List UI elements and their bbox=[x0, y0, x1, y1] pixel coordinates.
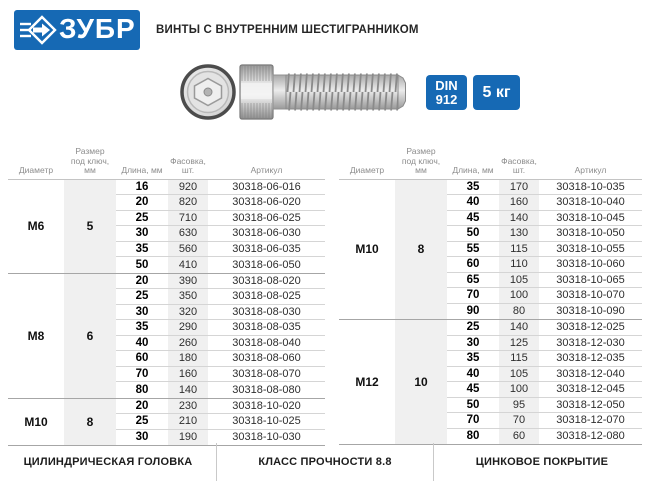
spec-tables bbox=[8, 145, 642, 446]
table-row bbox=[447, 336, 642, 352]
pack-cell: 410 bbox=[168, 257, 208, 273]
footer-features bbox=[0, 443, 650, 481]
length-cell: 16 bbox=[135, 180, 149, 193]
brand-name: ЗУБР bbox=[59, 13, 136, 44]
sku-cell: 30318-06-025 bbox=[232, 211, 301, 224]
weight-badge: 5 кг bbox=[473, 75, 520, 110]
length-cell: 50 bbox=[466, 398, 480, 411]
col-header-key-size-line2: под ключ, мм bbox=[70, 155, 110, 175]
length-cell: 25 bbox=[466, 321, 480, 334]
group-rows bbox=[447, 180, 642, 320]
length-cell: 25 bbox=[135, 290, 149, 303]
pack-cell: 820 bbox=[168, 195, 208, 210]
table-row bbox=[116, 274, 325, 290]
length-cell: 45 bbox=[466, 383, 480, 396]
sku-cell: 30318-10-090 bbox=[556, 305, 625, 318]
table-row bbox=[116, 242, 325, 258]
col-header-diameter: Диаметр bbox=[349, 165, 385, 175]
sku-cell: 30318-10-030 bbox=[232, 431, 301, 444]
pack-cell: 115 bbox=[499, 351, 539, 366]
length-cell: 65 bbox=[466, 273, 480, 286]
pack-cell: 210 bbox=[168, 414, 208, 429]
pack-cell: 100 bbox=[499, 382, 539, 397]
sku-cell: 30318-10-045 bbox=[556, 211, 625, 224]
group-diameter: М10 bbox=[24, 414, 48, 429]
table-row bbox=[116, 195, 325, 211]
table-row bbox=[447, 320, 642, 336]
pack-cell: 320 bbox=[168, 305, 208, 320]
col-header-pack: Фасовка, шт. bbox=[170, 155, 206, 175]
pack-cell: 110 bbox=[499, 257, 539, 272]
col-header-key-size-line2: под ключ, мм bbox=[401, 155, 441, 175]
screw-illustration bbox=[172, 52, 412, 142]
length-cell: 30 bbox=[135, 431, 149, 444]
sku-cell: 30318-12-025 bbox=[556, 321, 625, 334]
table-row bbox=[116, 289, 325, 305]
table-row bbox=[116, 367, 325, 383]
sku-cell: 30318-06-035 bbox=[232, 242, 301, 255]
group-rows bbox=[116, 180, 325, 273]
pack-cell: 350 bbox=[168, 289, 208, 304]
table-row bbox=[116, 336, 325, 352]
diameter-group bbox=[8, 180, 325, 274]
sku-cell: 30318-12-030 bbox=[556, 336, 625, 349]
col-header-sku: Артикул bbox=[574, 165, 607, 175]
col-header-key-size-line1: Размер bbox=[406, 146, 436, 156]
length-cell: 35 bbox=[466, 352, 480, 365]
sku-cell: 30318-10-020 bbox=[232, 399, 301, 412]
group-key-size: 8 bbox=[395, 180, 447, 320]
length-cell: 35 bbox=[466, 180, 480, 193]
pack-cell: 630 bbox=[168, 226, 208, 241]
length-cell: 50 bbox=[466, 227, 480, 240]
length-cell: 60 bbox=[135, 352, 149, 365]
length-cell: 60 bbox=[466, 258, 480, 271]
table-row bbox=[447, 429, 642, 445]
length-cell: 30 bbox=[135, 227, 149, 240]
length-cell: 30 bbox=[135, 305, 149, 318]
table-row bbox=[447, 382, 642, 398]
length-cell: 70 bbox=[466, 414, 480, 427]
diameter-group bbox=[339, 320, 642, 445]
length-cell: 40 bbox=[135, 336, 149, 349]
pack-cell: 60 bbox=[499, 429, 539, 445]
sku-cell: 30318-12-050 bbox=[556, 398, 625, 411]
pack-cell: 190 bbox=[168, 430, 208, 446]
pack-cell: 105 bbox=[499, 273, 539, 288]
sku-cell: 30318-12-070 bbox=[556, 414, 625, 427]
diameter-group bbox=[339, 180, 642, 321]
pack-cell: 140 bbox=[499, 211, 539, 226]
length-cell: 50 bbox=[135, 258, 149, 271]
sku-cell: 30318-10-055 bbox=[556, 242, 625, 255]
table-row bbox=[447, 351, 642, 367]
length-cell: 35 bbox=[135, 242, 149, 255]
length-cell: 70 bbox=[135, 367, 149, 380]
table-row bbox=[447, 195, 642, 211]
pack-cell: 95 bbox=[499, 398, 539, 413]
pack-cell: 160 bbox=[499, 195, 539, 210]
pack-cell: 140 bbox=[499, 320, 539, 335]
table-row bbox=[116, 226, 325, 242]
table-row bbox=[447, 257, 642, 273]
sku-cell: 30318-08-060 bbox=[232, 352, 301, 365]
sku-cell: 30318-10-025 bbox=[232, 415, 301, 428]
group-key-size: 10 bbox=[395, 320, 447, 444]
pack-cell: 710 bbox=[168, 211, 208, 226]
group-diameter: М10 bbox=[355, 242, 379, 257]
pack-cell: 100 bbox=[499, 288, 539, 303]
pack-cell: 160 bbox=[168, 367, 208, 382]
group-rows bbox=[116, 399, 325, 446]
group-rows bbox=[116, 274, 325, 398]
table-row bbox=[447, 273, 642, 289]
din-badge-line1: DIN bbox=[435, 77, 458, 93]
spec-table-left bbox=[8, 145, 325, 446]
sku-cell: 30318-08-035 bbox=[232, 321, 301, 334]
pack-cell: 105 bbox=[499, 367, 539, 382]
pack-cell: 115 bbox=[499, 242, 539, 257]
sku-cell: 30318-10-040 bbox=[556, 196, 625, 209]
length-cell: 20 bbox=[135, 274, 149, 287]
pack-cell: 170 bbox=[499, 180, 539, 195]
sku-cell: 30318-10-060 bbox=[556, 258, 625, 271]
sku-cell: 30318-06-020 bbox=[232, 196, 301, 209]
table-row bbox=[447, 180, 642, 196]
pack-cell: 70 bbox=[499, 413, 539, 428]
pack-cell: 140 bbox=[168, 382, 208, 398]
sku-cell: 30318-12-045 bbox=[556, 383, 625, 396]
sku-cell: 30318-10-050 bbox=[556, 227, 625, 240]
footer-feature-1: КЛАСС ПРОЧНОСТИ 8.8 bbox=[216, 443, 433, 481]
sku-cell: 30318-12-040 bbox=[556, 367, 625, 380]
sku-cell: 30318-12-080 bbox=[556, 430, 625, 443]
din-912-badge bbox=[426, 75, 467, 110]
pack-cell: 125 bbox=[499, 336, 539, 351]
col-header-diameter: Диаметр bbox=[18, 165, 54, 175]
sku-cell: 30318-06-050 bbox=[232, 258, 301, 271]
table-row bbox=[447, 398, 642, 414]
sku-cell: 30318-08-040 bbox=[232, 336, 301, 349]
table-row bbox=[116, 382, 325, 398]
col-header-sku: Артикул bbox=[250, 165, 283, 175]
length-cell: 25 bbox=[135, 211, 149, 224]
length-cell: 90 bbox=[466, 305, 480, 318]
spec-table-right bbox=[339, 145, 642, 446]
col-header-key-size-line1: Размер bbox=[75, 146, 105, 156]
length-cell: 70 bbox=[466, 289, 480, 302]
sku-cell: 30318-08-030 bbox=[232, 305, 301, 318]
table-row bbox=[447, 211, 642, 227]
table-row bbox=[447, 413, 642, 429]
length-cell: 80 bbox=[135, 383, 149, 396]
pack-cell: 390 bbox=[168, 274, 208, 289]
table-header-row bbox=[8, 145, 325, 180]
din-badge-line2: 912 bbox=[435, 91, 458, 107]
group-diameter: М8 bbox=[27, 328, 45, 343]
pack-cell: 920 bbox=[168, 180, 208, 195]
length-cell: 80 bbox=[466, 430, 480, 443]
table-row bbox=[116, 180, 325, 196]
sku-cell: 30318-08-070 bbox=[232, 367, 301, 380]
sku-cell: 30318-08-080 bbox=[232, 383, 301, 396]
pack-cell: 290 bbox=[168, 320, 208, 335]
table-row bbox=[447, 226, 642, 242]
length-cell: 20 bbox=[135, 196, 149, 209]
table-row bbox=[447, 242, 642, 258]
table-row bbox=[116, 320, 325, 336]
group-rows bbox=[447, 320, 642, 444]
table-row bbox=[116, 414, 325, 430]
pack-cell: 180 bbox=[168, 351, 208, 366]
sku-cell: 30318-10-065 bbox=[556, 273, 625, 286]
pack-cell: 260 bbox=[168, 336, 208, 351]
footer-feature-2: ЦИНКОВОЕ ПОКРЫТИЕ bbox=[433, 443, 650, 481]
table-row bbox=[447, 288, 642, 304]
col-header-key-size bbox=[64, 147, 116, 176]
table-row bbox=[116, 257, 325, 273]
sku-cell: 30318-06-016 bbox=[232, 180, 301, 193]
group-key-size: 5 bbox=[64, 180, 116, 273]
sku-cell: 30318-10-070 bbox=[556, 289, 625, 302]
table-row bbox=[116, 351, 325, 367]
footer-feature-0: ЦИЛИНДРИЧЕСКАЯ ГОЛОВКА bbox=[23, 456, 193, 468]
zubr-arrow-icon bbox=[19, 15, 57, 45]
pack-cell: 560 bbox=[168, 242, 208, 257]
group-diameter: М6 bbox=[27, 219, 45, 233]
diameter-group bbox=[8, 399, 325, 447]
length-cell: 20 bbox=[135, 399, 149, 412]
table-row bbox=[447, 367, 642, 383]
page-title: ВИНТЫ С ВНУТРЕННИМ ШЕСТИГРАННИКОМ bbox=[156, 24, 419, 36]
zubr-logo bbox=[14, 10, 140, 50]
pack-cell: 130 bbox=[499, 226, 539, 241]
sku-cell: 30318-12-035 bbox=[556, 352, 625, 365]
length-cell: 40 bbox=[466, 367, 480, 380]
diameter-group bbox=[8, 274, 325, 399]
length-cell: 45 bbox=[466, 211, 480, 224]
length-cell: 30 bbox=[466, 336, 480, 349]
sku-cell: 30318-08-025 bbox=[232, 290, 301, 303]
table-row bbox=[116, 399, 325, 415]
pack-cell: 230 bbox=[168, 399, 208, 414]
table-row bbox=[116, 211, 325, 227]
col-header-length: Длина, мм bbox=[121, 165, 163, 175]
sku-cell: 30318-10-035 bbox=[556, 180, 625, 193]
length-cell: 55 bbox=[466, 242, 480, 255]
group-key-size: 8 bbox=[64, 399, 116, 446]
col-header-pack: Фасовка, шт. bbox=[501, 155, 537, 175]
table-row bbox=[447, 304, 642, 320]
sku-cell: 30318-06-030 bbox=[232, 227, 301, 240]
col-header-key-size bbox=[395, 147, 447, 176]
length-cell: 35 bbox=[135, 321, 149, 334]
group-diameter: М12 bbox=[355, 375, 379, 389]
length-cell: 25 bbox=[135, 415, 149, 428]
pack-cell: 80 bbox=[499, 304, 539, 320]
table-header-row bbox=[339, 145, 642, 180]
col-header-length: Длина, мм bbox=[452, 165, 494, 175]
table-row bbox=[116, 305, 325, 321]
group-key-size: 6 bbox=[64, 274, 116, 398]
length-cell: 40 bbox=[466, 196, 480, 209]
sku-cell: 30318-08-020 bbox=[232, 274, 301, 287]
